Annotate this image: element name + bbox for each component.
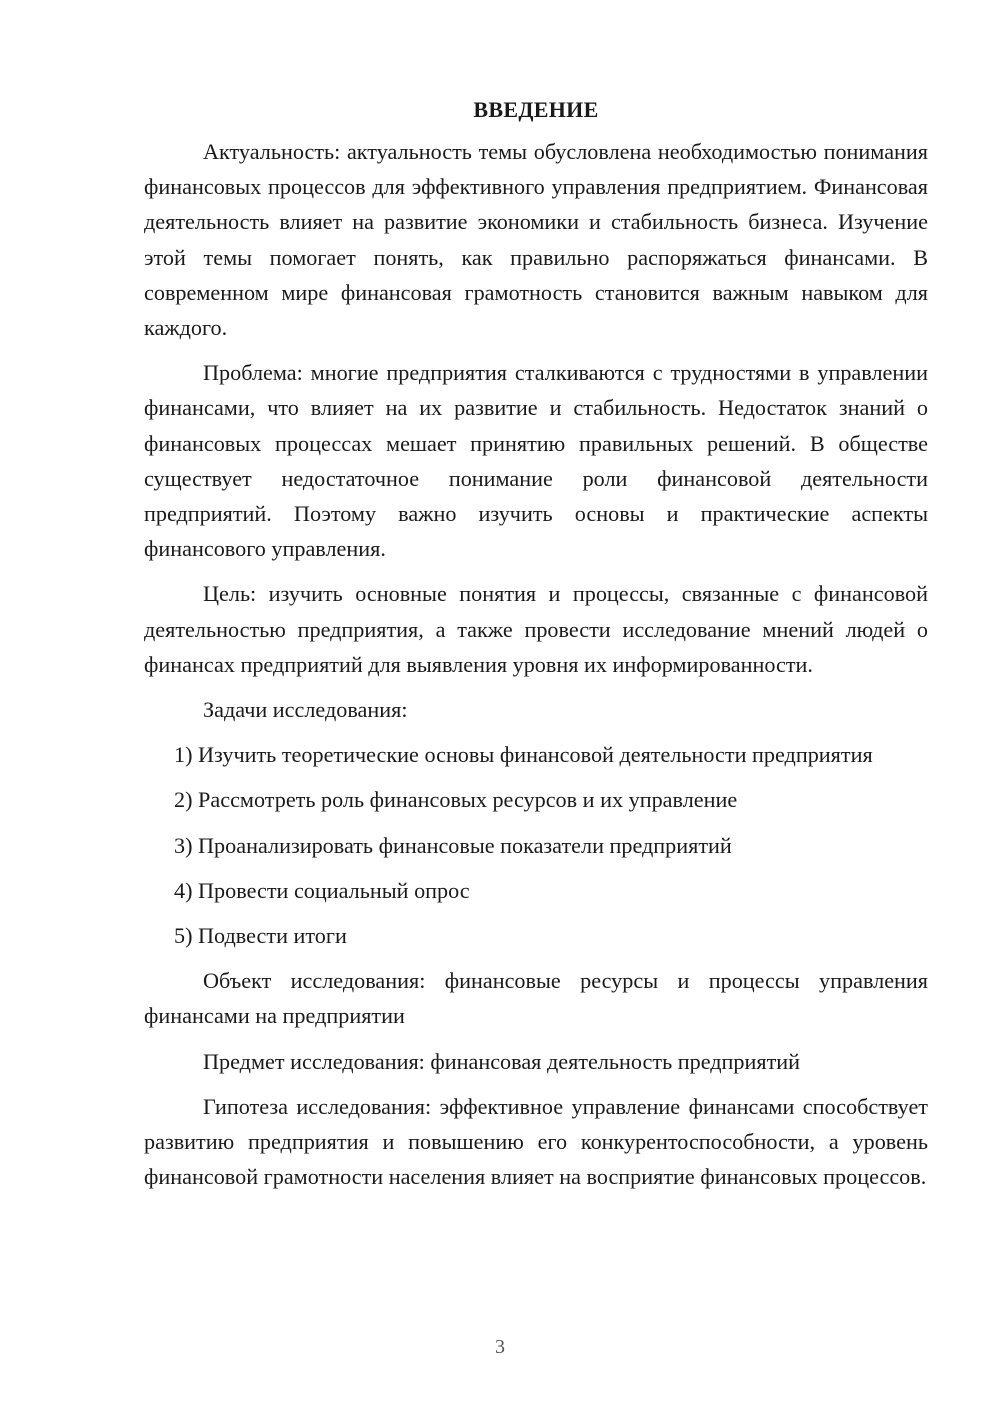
task-item-4: 4) Провести социальный опрос xyxy=(174,877,470,903)
problem-paragraph: Проблема: многие предприятия сталкиваются с трудностями в управлении финансами, что влияет на их развитие и стабильность. Недостаток знаний о финансовых процессах мешает принятию правильных решений. В обществе существует недостаточное понимание роли финансовой деятельности предприятий. Поэтому важно изучить основы и практические аспекты финансового управления. xyxy=(144,360,928,562)
section-title: ВВЕДЕНИЕ xyxy=(473,97,599,122)
document-page xyxy=(144,92,928,1204)
task-item-5: 5) Подвести итоги xyxy=(174,923,347,949)
goal-paragraph: Цель: изучить основные понятия и процессы, связанные с финансовой деятельностью предприятия, а также провести исследование мнений людей о финансах предприятий для выявления уровня их информированности. xyxy=(144,581,928,677)
page-number: 3 xyxy=(495,1336,505,1358)
relevance-paragraph: Актуальность: актуальность темы обусловлена необходимостью понимания финансовых процессов для эффективного управления предприятием. Финансовая деятельность влияет на развитие экономики и стабильность бизнеса. Изучение этой темы помогает понять, как правильно распоряжаться финансами. В современном мире финансовая грамотность становится важным навыком для каждого. xyxy=(144,139,928,341)
subject-paragraph: Предмет исследования: финансовая деятельность предприятий xyxy=(203,1048,801,1074)
hypothesis-paragraph: Гипотеза исследования: эффективное управление финансами способствует развитию предприятия и повышению его конкурентоспособности, а уровень финансовой грамотности населения влияет на восприятие финансовых процессов. xyxy=(144,1093,928,1190)
tasks-heading: Задачи исследования: xyxy=(203,697,408,723)
task-item-1: 1) Изучить теоретические основы финансовой деятельности предприятия xyxy=(174,742,873,768)
task-item-2: 2) Рассмотреть роль финансовых ресурсов и их управление xyxy=(174,787,738,813)
object-paragraph: Объект исследования: финансовые ресурсы и процессы управления финансами на предприятии xyxy=(144,968,928,1029)
task-item-3: 3) Проанализировать финансовые показатели предприятий xyxy=(174,832,732,858)
